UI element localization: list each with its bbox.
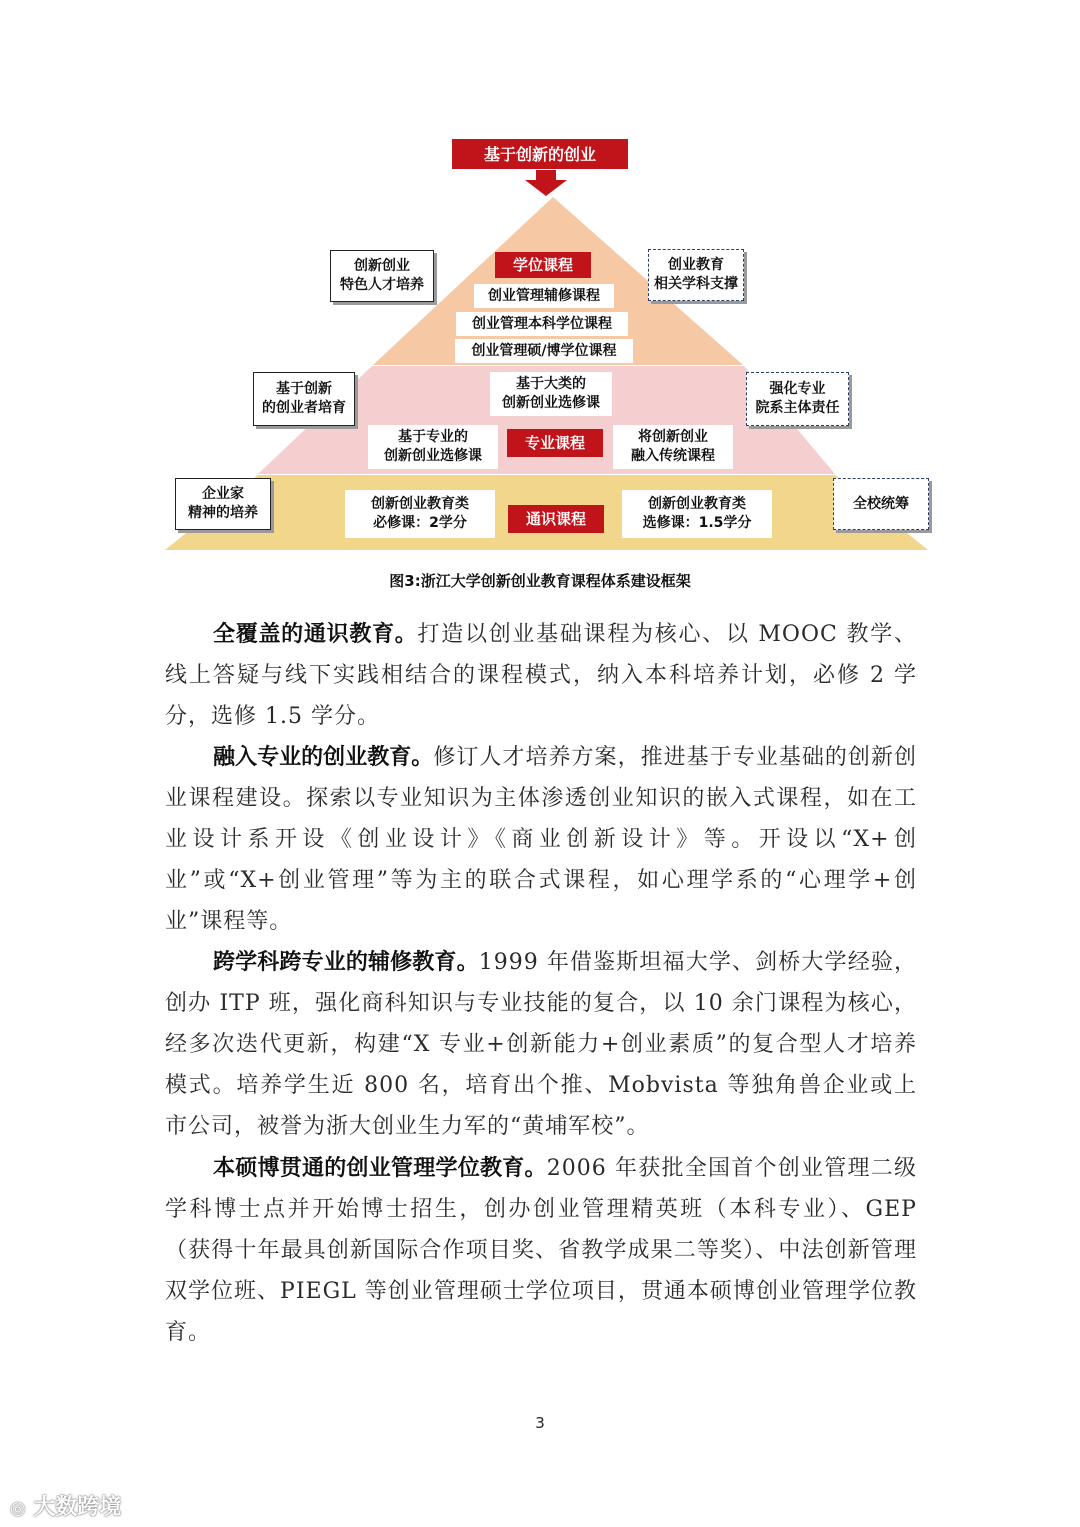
paragraph (165, 737, 917, 942)
weibo-logo-icon: ◎ (10, 1498, 26, 1519)
tier-top-item: 创业管理辅修课程 (474, 284, 614, 308)
note-line: 特色人才培养 (340, 277, 424, 293)
paragraph-lead: 本硕博贯通的创业管理学位教育。 (213, 1156, 547, 1181)
note-line: 的创业者培育 (262, 400, 346, 416)
item-line: 创新创业选修课 (384, 448, 482, 464)
paragraph-text: 1999 年借鉴斯坦福大学、剑桥大学经验，创办 ITP 班，强化商科知识与专业技能的复合，以 10 余门课程为核心，经多次迭代更新，构建“X 专业+创新能力+创业素质”的复合型人才培养模式。培养学生近 800 名，培育出个推、Mobvista 等独角兽企业或上市公司，被誉为浙大创业生力军的“黄埔军校”。 (165, 950, 917, 1139)
watermark-text: 大数跨境 (33, 1495, 122, 1520)
bottom-right-note: 全校统筹 (833, 478, 929, 530)
paragraph-lead: 跨学科跨专业的辅修教育。 (213, 950, 479, 975)
note-line: 企业家 (202, 486, 244, 502)
paragraph-lead: 全覆盖的通识教育。 (213, 622, 418, 647)
tier-middle-item (368, 425, 498, 469)
item-line: 基于大类的 (516, 376, 586, 392)
paragraph (165, 942, 917, 1147)
tier-top-item: 创业管理本科学位课程 (456, 312, 628, 336)
course-framework-diagram (0, 0, 1080, 600)
item-line: 必修课：2学分 (373, 515, 467, 531)
note-line: 创业教育 (668, 257, 724, 273)
middle-right-note (746, 372, 849, 426)
tier-middle-item (490, 372, 612, 416)
paragraph (165, 614, 917, 737)
item-line: 创新创业教育类 (648, 496, 746, 512)
tier-bottom-header: 通识课程 (508, 505, 604, 533)
item-line: 创新创业教育类 (371, 496, 469, 512)
paragraph-text: 修订人才培养方案，推进基于专业基础的创新创业课程建设。探索以专业知识为主体渗透创业知识的嵌入式课程，如在工业设计系开设《创业设计》《商业创新设计》等。开设以“X+创业”或“X+创业管理”等为主的联合式课程，如心理学系的“心理学+创业”课程等。 (165, 745, 917, 934)
item-line: 基于专业的 (398, 429, 468, 445)
note-line: 强化专业 (769, 381, 826, 397)
bottom-left-note (175, 478, 271, 530)
paragraph (165, 1148, 917, 1353)
item-line: 融入传统课程 (631, 448, 715, 464)
top-banner: 基于创新的创业 (452, 139, 628, 169)
tier-bottom-item (345, 490, 495, 538)
paragraph-lead: 融入专业的创业教育。 (213, 745, 434, 770)
tier-middle-header: 专业课程 (507, 429, 603, 457)
top-left-note (330, 250, 434, 302)
figure-caption: 图3:浙江大学创新创业教育课程体系建设框架 (389, 572, 691, 590)
tier-bottom-item (622, 490, 772, 538)
top-right-note (648, 249, 744, 301)
item-line: 将创新创业 (638, 429, 708, 445)
note-line: 院系主体责任 (755, 400, 840, 416)
page-number: 3 (535, 1414, 545, 1432)
item-line: 选修课：1.5学分 (642, 515, 752, 531)
tier-top-header: 学位课程 (495, 252, 591, 278)
note-line: 相关学科支撑 (654, 276, 738, 292)
middle-left-note (253, 372, 355, 426)
note-line: 精神的培养 (188, 505, 258, 521)
watermark (10, 1490, 121, 1521)
tier-middle-item (613, 425, 733, 469)
paragraph-text: 打造以创业基础课程为核心、以 MOOC 教学、线上答疑与线下实践相结合的课程模式，纳入本科培养计划，必修 2 学分，选修 1.5 学分。 (165, 622, 917, 729)
item-line: 创新创业选修课 (502, 395, 600, 411)
down-arrow-icon (525, 170, 567, 196)
tier-top-item: 创业管理硕/博学位课程 (455, 339, 633, 363)
note-line: 创新创业 (354, 258, 410, 274)
paragraph-text: 2006 年获批全国首个创业管理二级学科博士点并开始博士招生，创办创业管理精英班（本科专业）、GEP（获得十年最具创新国际合作项目奖、省教学成果二等奖）、中法创新管理双学位班、PIEGL 等创业管理硕士学位项目，贯通本硕博创业管理学位教育。 (165, 1156, 917, 1345)
note-line: 基于创新 (276, 381, 332, 397)
